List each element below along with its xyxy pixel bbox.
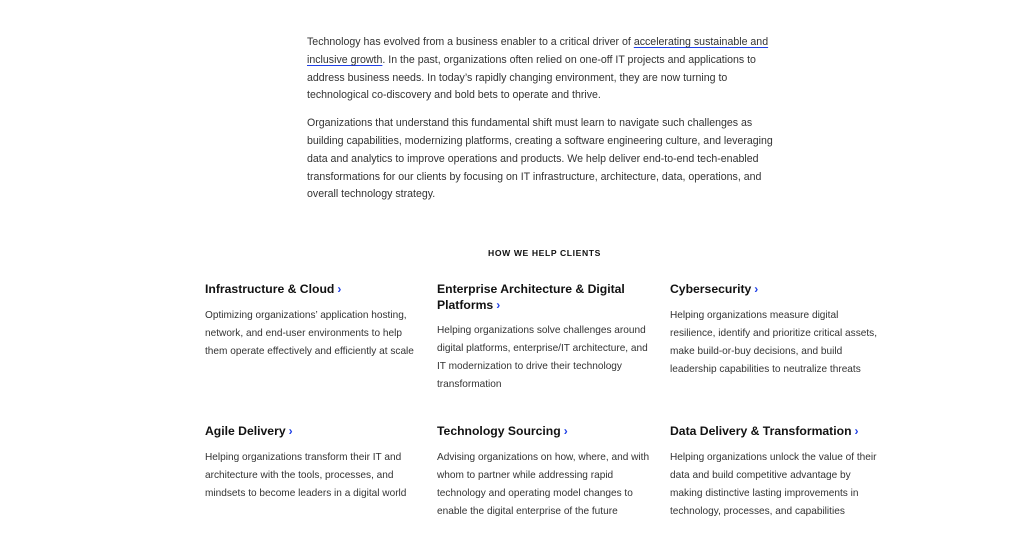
service-card-infrastructure-cloud bbox=[205, 282, 420, 361]
chevron-right-icon[interactable]: › bbox=[563, 424, 568, 438]
service-card-data-delivery bbox=[670, 424, 885, 521]
card-description: Helping organizations solve challenges around digital platforms, enterprise/IT architecture, and IT modernization to drive their technology transformation bbox=[437, 325, 648, 390]
chevron-right-icon[interactable]: › bbox=[337, 282, 342, 296]
card-title[interactable] bbox=[437, 282, 652, 313]
chevron-right-icon[interactable]: › bbox=[854, 424, 859, 438]
card-title[interactable] bbox=[205, 282, 420, 298]
card-description: Advising organizations on how, where, and with whom to partner while addressing rapid technology and operating model changes to enable the digital enterprise of the future bbox=[437, 451, 650, 517]
card-description: Optimizing organizations’ application hosting, network, and end-user environments to help them operate effectively and efficiently at scale bbox=[205, 309, 414, 357]
card-title[interactable] bbox=[670, 282, 885, 298]
card-title[interactable] bbox=[437, 424, 652, 440]
card-title-text[interactable]: Enterprise Architecture & Digital Platforms bbox=[437, 282, 625, 312]
intro-text-end: . In the past, organizations often relied on one-off IT projects and applications to address business needs. In today’s rapidly changing environment, they are now turning to technological co-discovery and bold bets to operate and thrive. bbox=[307, 53, 756, 102]
intro-text bbox=[307, 34, 787, 214]
growth-link[interactable]: accelerating sustainable and inclusive growth bbox=[307, 36, 769, 66]
intro-text-start: Technology has evolved from a business enabler to a critical driver of bbox=[307, 36, 634, 48]
card-title[interactable] bbox=[205, 424, 420, 440]
card-title-text[interactable]: Infrastructure & Cloud bbox=[205, 282, 335, 296]
chevron-right-icon[interactable]: › bbox=[288, 424, 293, 438]
card-description: Helping organizations measure digital resilience, identify and prioritize critical assets, make build-or-buy decisions, and build leadership capabilities to neutralize threats bbox=[670, 309, 878, 375]
card-title-text[interactable]: Technology Sourcing bbox=[437, 424, 561, 438]
card-title-text[interactable]: Cybersecurity bbox=[670, 282, 752, 296]
service-card-enterprise-architecture bbox=[437, 282, 652, 394]
service-card-technology-sourcing bbox=[437, 424, 652, 521]
section-heading: HOW WE HELP CLIENTS bbox=[488, 248, 601, 258]
card-title-text[interactable]: Agile Delivery bbox=[205, 424, 286, 438]
card-title[interactable] bbox=[670, 424, 885, 440]
intro-paragraph-1 bbox=[307, 34, 787, 105]
service-card-agile-delivery bbox=[205, 424, 420, 503]
card-description: Helping organizations unlock the value of their data and build competitive advantage by making distinctive lasting improvements in technology, processes, and capabilities bbox=[670, 451, 877, 517]
chevron-right-icon[interactable]: › bbox=[496, 297, 501, 312]
card-description: Helping organizations transform their IT and architecture with the tools, processes, and mindsets to become leaders in a digital world bbox=[205, 451, 407, 499]
service-card-cybersecurity bbox=[670, 282, 885, 379]
intro-paragraph-2: Organizations that understand this fundamental shift must learn to navigate such challenges as building capabilities, modernizing platforms, creating a software engineering culture, and leveraging data and analytics to improve operations and products. We help deliver end-to-end tech-enabled transformations for our clients by focusing on IT infrastructure, architecture, data, operations, and overall technology strategy. bbox=[307, 117, 773, 201]
card-title-text[interactable]: Data Delivery & Transformation bbox=[670, 424, 852, 438]
chevron-right-icon[interactable]: › bbox=[754, 282, 759, 296]
